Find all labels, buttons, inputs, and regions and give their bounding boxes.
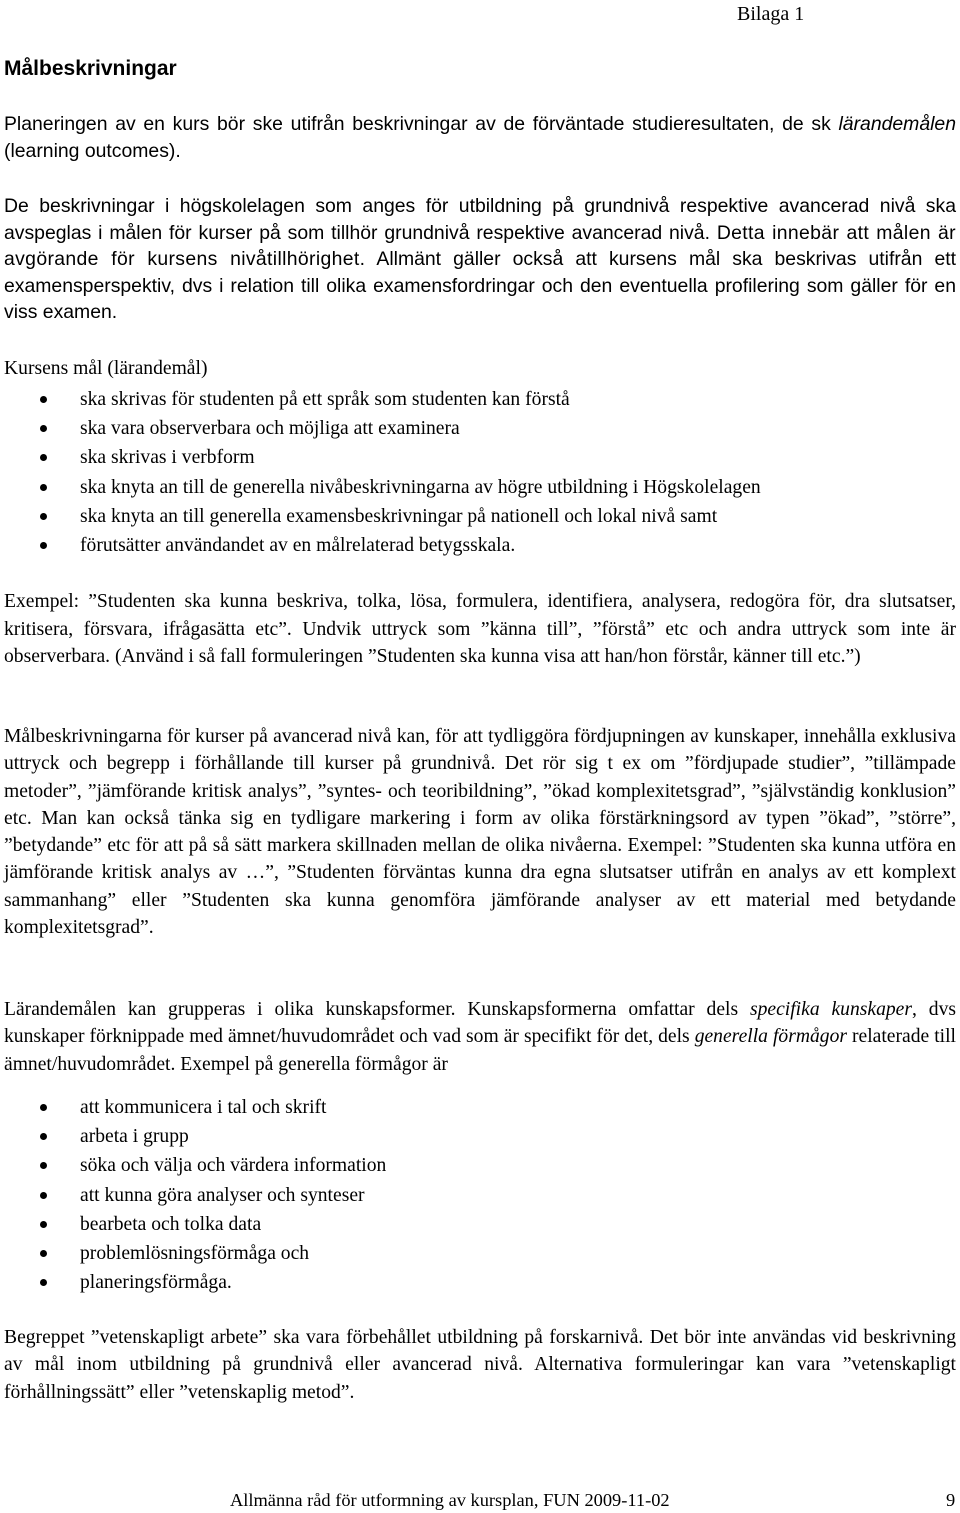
bullet-icon <box>40 1192 47 1199</box>
ability-item-text: att kommunicera i tal och skrift <box>80 1097 327 1118</box>
intro-text: Planeringen av en kurs bör ske utifrån beskrivningar av de förväntade studieresultaten, de sk <box>4 113 839 135</box>
ability-item-text: söka och välja och värdera information <box>80 1155 387 1177</box>
bullet-icon <box>40 513 47 520</box>
bullet-icon <box>40 425 47 432</box>
highereducation-paragraph <box>4 193 956 326</box>
goal-item <box>4 502 956 531</box>
kf-text-1: Lärandemålen kan grupperas i olika kunskapsformer. Kunskapsformerna omfattar dels <box>4 999 750 1020</box>
ability-item <box>4 1239 956 1268</box>
bullet-icon <box>40 1133 47 1140</box>
ability-item <box>4 1151 956 1180</box>
kf-italic-general: generella förmågor <box>694 1026 847 1048</box>
bullet-icon <box>40 484 47 491</box>
kf-italic-specific: specifika kunskaper <box>749 999 913 1020</box>
example-paragraph: Exempel: ”Studenten ska kunna beskriva, tolka, lösa, formulera, identifiera, analysera, redogöra för, dra slutsatser, kritisera, försvara, ifrågasätta etc”. Undvik uttryck som ”känna till”, ”förstå” etc och andra uttryck som inte är observerbara. (Använd i så fall formuleringen ”Studenten ska kunna visa att han/hon förstår, känner till etc.”) <box>4 591 956 668</box>
bullet-icon <box>40 1221 47 1228</box>
ability-item-text: arbeta i grupp <box>80 1126 189 1148</box>
bullet-icon <box>40 1279 47 1286</box>
goal-item <box>4 443 956 472</box>
goal-item-text: ska skrivas för studenten på ett språk som studenten kan förstå <box>80 389 570 410</box>
ability-item <box>4 1210 956 1239</box>
goal-item <box>4 473 956 502</box>
goals-heading: Kursens mål (lärandemål) <box>4 358 208 379</box>
bullet-icon <box>40 1104 47 1111</box>
page-title: Målbeskrivningar <box>4 57 177 80</box>
bullet-icon <box>40 1162 47 1169</box>
ability-item <box>4 1181 956 1210</box>
footer-text: Allmänna råd för utformning av kursplan, FUN 2009-11-02 <box>230 1490 670 1510</box>
intro-text-end: (learning outcomes). <box>4 139 181 162</box>
page-number: 9 <box>946 1490 956 1510</box>
ability-item-text: planeringsförmåga. <box>80 1272 232 1294</box>
goal-item-text: ska knyta an till generella examensbeskrivningar på nationell och lokal nivå samt <box>80 505 718 527</box>
bullet-icon <box>40 396 47 403</box>
goal-item-text: ska vara observerbara och möjliga att examinera <box>80 418 460 440</box>
intro-italic-term: lärandemålen <box>838 113 956 135</box>
bullet-icon <box>40 542 47 549</box>
goals-list <box>4 385 956 560</box>
goal-item-text: förutsätter användandet av en målrelaterad betygsskala. <box>80 534 516 556</box>
ability-item-text: bearbeta och tolka data <box>80 1213 262 1235</box>
goal-item-text: ska knyta an till de generella nivåbeskrivningarna av högre utbildning i Högskolelagen <box>80 476 761 498</box>
abilities-list <box>4 1093 956 1297</box>
hl-text-3: Allmänt gäller också att kursens mål ska beskrivas utifrån ett examensperspektiv, dvs i relation till olika examensfordringar och den eventuella profilering som gäller för en viss examen. <box>4 248 957 324</box>
ability-item-text: problemlösningsförmåga och <box>80 1242 310 1264</box>
goal-item <box>4 531 956 560</box>
scientific-work-paragraph: Begreppet ”vetenskapligt arbete” ska vara förbehållet utbildning på forskarnivå. Det bör inte användas vid beskrivning av mål inom utbildning på grundnivå eller avancerad nivå. Alternativa formuleringar kan vara ”vetenskapligt förhållningssätt” eller ”vetenskaplig metod”. <box>4 1327 956 1403</box>
appendix-label: Bilaga 1 <box>737 3 805 25</box>
goal-item-text: ska skrivas i verbform <box>80 447 255 469</box>
hl-text-2: Detta innebär att målen är avgörande för kursens nivåtillhörighet. <box>4 221 956 271</box>
intro-paragraph <box>4 111 956 164</box>
bullet-icon <box>40 454 47 461</box>
bullet-icon <box>40 1250 47 1257</box>
kf-text-2: , dvs kunskaper förknippade med ämnet/huvudområdet och vad som är specifikt för det, dels <box>4 999 956 1048</box>
goal-item <box>4 414 956 443</box>
knowledge-forms-paragraph <box>4 996 956 1078</box>
goal-item <box>4 385 956 414</box>
kf-text-3: relaterade till ämnet/huvudområdet. Exempel på generella förmågor är <box>4 1026 957 1075</box>
ability-item-text: att kunna göra analyser och synteser <box>80 1184 365 1206</box>
ability-item <box>4 1093 956 1122</box>
advanced-level-paragraph: Målbeskrivningarna för kurser på avancerad nivå kan, för att tydliggöra fördjupningen av kunskaper, innehålla exklusiva uttryck och begrepp i förhållande till kurser på grundnivå. Det rör sig t ex om ”fördjupade studier”, ”tillämpade metoder”, ”jämförande kritisk analys”, ”syntes- och teoribildning”, ”ökad komplexitetsgrad”, ”självständig konklusion” etc. Man kan också tänka sig en tydligare markering i form av olika förstärkningsord av typen ”ökad”, ”större”, ”betydande” etc för att på så sätt markera skillnaden mellan de olika nivåerna. Exempel: ”Studenten ska kunna utföra en jämförande kritisk analys av …”, ”Studenten förväntas kunna dra egna slutsatser utifrån en analys av ett komplext sammanhang” eller ”Studenten ska kunna genomföra jämförande analyser av ett material med betydande komplexitetsgrad”. <box>4 726 956 939</box>
ability-item <box>4 1122 956 1151</box>
ability-item <box>4 1268 956 1297</box>
hl-text-1: De beskrivningar i högskolelagen som anges för utbildning på grundnivå respektive avancerad nivå ska avspeglas i målen för kurser på som tillhör grundnivå respektive avancerad nivå. <box>4 195 956 244</box>
